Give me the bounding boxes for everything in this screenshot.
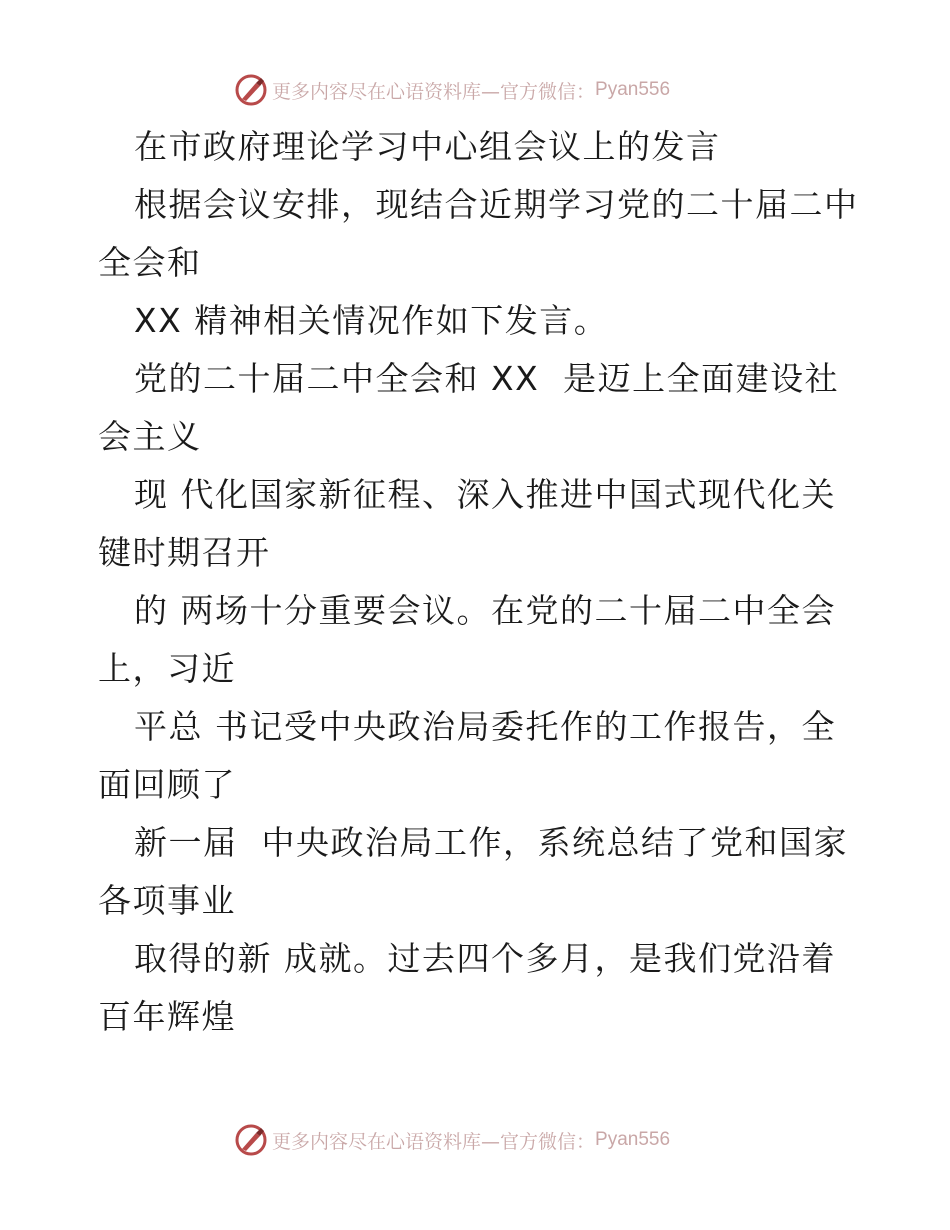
header-watermark xyxy=(234,72,670,108)
paragraph-line: 全会和 xyxy=(98,243,202,282)
paragraph-line: 上，习近 xyxy=(98,649,236,688)
paragraph-line: 百年辉煌 xyxy=(98,997,236,1036)
paragraph-line: 根据会议安排，现结合近期学习党的二十届二中 xyxy=(134,185,859,224)
paragraph-line: 键时期召开 xyxy=(98,533,271,572)
watermark-text: 更多内容尽在心语资料库—官方微信： xyxy=(272,80,596,103)
paragraph-line: 党的二十届二中全会和 XX 是迈上全面建设社 xyxy=(134,359,840,398)
watermark-id: Pyan556 xyxy=(595,79,671,100)
paragraph-line: 取得的新 成就。过去四个多月，是我们党沿着 xyxy=(134,939,836,978)
paragraph-line: 新一届 中央政治局工作，系统总结了党和国家 xyxy=(134,823,848,862)
paragraph-line: 各项事业 xyxy=(98,881,236,920)
paragraph-line: 现 代化国家新征程、深入推进中国式现代化关 xyxy=(134,475,836,514)
footer-watermark xyxy=(234,1122,670,1158)
pen-logo-icon xyxy=(234,73,268,107)
paragraph-line: 面回顾了 xyxy=(98,765,236,804)
paragraph-line: XX 精神相关情况作如下发言。 xyxy=(134,301,609,340)
watermark-text: 更多内容尽在心语资料库—官方微信： xyxy=(272,1130,596,1153)
paragraph-line: 平总 书记受中央政治局委托作的工作报告，全 xyxy=(134,707,836,746)
paragraph-line: 会主义 xyxy=(98,417,202,456)
watermark-id: Pyan556 xyxy=(595,1129,671,1150)
pen-logo-icon xyxy=(234,1123,268,1157)
paragraph-line: 的 两场十分重要会议。在党的二十届二中全会 xyxy=(134,591,836,630)
document-title: 在市政府理论学习中心组会议上的发言 xyxy=(134,127,721,166)
